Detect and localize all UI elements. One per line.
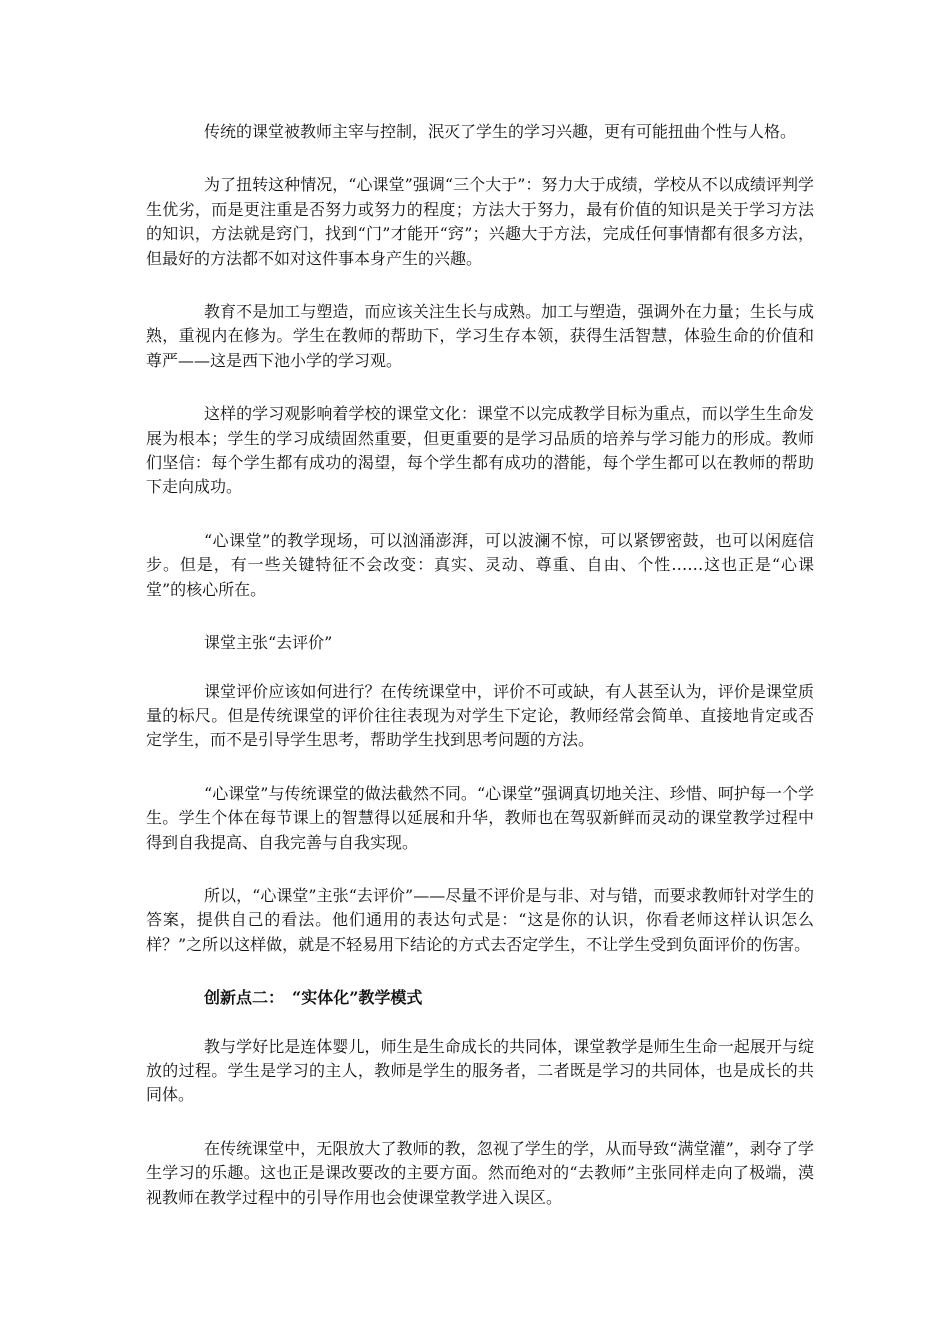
paragraph-heart-classroom-difference: “心课堂”与传统课堂的做法截然不同。“心课堂”强调真切地关注、珍惜、呵护每一个学生。学生个体在每节课上的智慧得以延展和升华，教师也在驾驭新鲜而灵动的课堂教学过程中得到自我提高、自我完善与自我实现。	[146, 783, 814, 852]
paragraph-classroom-culture: 这样的学习观影响着学校的课堂文化：课堂不以完成教学目标为重点，而以学生生命发展为根本；学生的学习成绩固然重要，但更重要的是学习品质的培养与学习能力的形成。教师们坚信：每个学生都有成功的渴望，每个学生都有成功的潜能，每个学生都可以在教师的帮助下走向成功。	[146, 404, 814, 497]
section-heading-innovation-two: 创新点二： “实体化”教学模式	[204, 988, 423, 1008]
paragraph-evaluation-question: 课堂评价应该如何进行？在传统课堂中，评价不可或缺，有人甚至认为，评价是课堂质量的标尺。但是传统课堂的评价往往表现为对学生下定论，教师经常会简单、直接地肯定或否定学生，而不是引导学生思考，帮助学生找到思考问题的方法。	[146, 681, 814, 750]
paragraph-no-evaluation-practice: 所以，“心课堂”主张“去评价”——尽量不评价是与非、对与错，而要求教师针对学生的答案，提供自己的看法。他们通用的表达句式是：“这是你的认识，你看老师这样认识怎么样？”之所以这样做，就是不轻易用下结论的方式去否定学生，不让学生受到负面评价的伤害。	[146, 885, 814, 954]
paragraph-teaching-scene: “心课堂”的教学现场，可以汹涌澎湃，可以波澜不惊，可以紧锣密鼓，也可以闲庭信步。但是，有一些关键特征不会改变：真实、灵动、尊重、自由、个性……这也正是“心课堂”的核心所在。	[146, 530, 814, 599]
paragraph-learning-view: 教育不是加工与塑造，而应该关注生长与成熟。加工与塑造，强调外在力量；生长与成熟，重视内在修为。学生在教师的帮助下，学习生存本领，获得生活智慧，体验生命的价值和尊严——这是西下池小学的学习观。	[146, 302, 814, 370]
paragraph-traditional-classroom: 传统的课堂被教师主宰与控制，泯灭了学生的学习兴趣，更有可能扭曲个性与人格。	[204, 122, 797, 141]
subheading-no-evaluation: 课堂主张“去评价”	[204, 633, 333, 653]
paragraph-teaching-learning-twins: 教与学好比是连体婴儿，师生是生命成长的共同体，课堂教学是师生生命一起展开与绽放的过程。学生是学习的主人，教师是学生的服务者，二者既是学习的共同体，也是成长的共同体。	[146, 1036, 814, 1105]
paragraph-three-greater-than: 为了扭转这种情况，“心课堂”强调“三个大于”：努力大于成绩，学校从不以成绩评判学生优劣，而是更注重是否努力或努力的程度；方法大于努力，最有价值的知识是关于学习方法的知识，方法就是窍门，找到“门”才能开“窍”；兴趣大于方法，完成任何事情都有很多方法，但最好的方法都不如对这件事本身产生的兴趣。	[146, 175, 814, 268]
paragraph-traditional-classroom-problem: 在传统课堂中，无限放大了教师的教，忽视了学生的学，从而导致“满堂灌”，剥夺了学生学习的乐趣。这也正是课改要改的主要方面。然而绝对的“去教师”主张同样走向了极端，漠视教师在教学过程中的引导作用也会使课堂教学进入误区。	[146, 1138, 814, 1207]
document-page	[146, 120, 814, 1239]
